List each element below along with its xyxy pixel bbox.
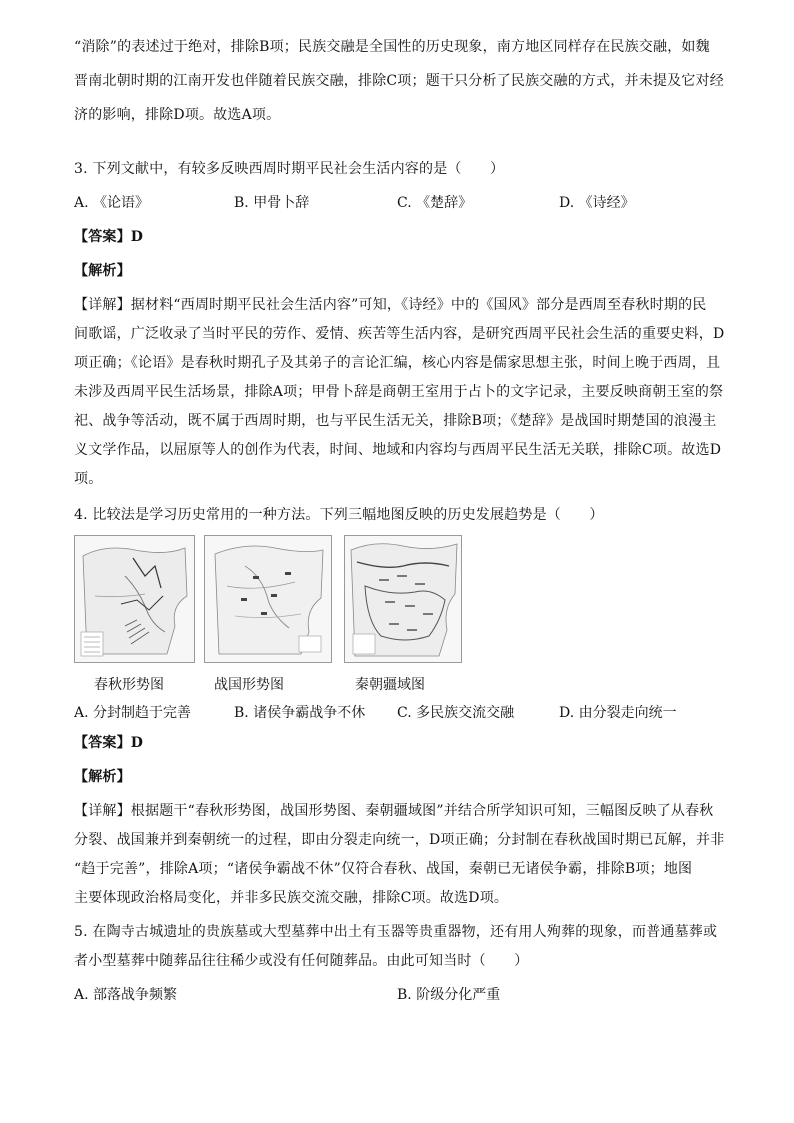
- detail-line: “趋于完善”，排除A项；“诸侯争霸战不休”仅符合春秋、战国，秦朝已无诸侯争霸，排除B项；地图: [74, 861, 693, 877]
- detail-line: 项正确；《论语》是春秋时期孔子及其弟子的言论汇编，核心内容是儒家思想主张，时间上晚于西周，且: [74, 355, 721, 371]
- detail-line: 【详解】根据题干“春秋形势图，战国形势图、秦朝疆域图”并结合所学知识可知，三幅图反映了从春秋: [74, 803, 714, 819]
- map-qin: [344, 535, 462, 663]
- text-line: “消除”的表述过于绝对，排除B项；民族交融是全国性的历史现象，南方地区同样存在民族交融，如魏: [74, 39, 710, 55]
- text-line: 济的影响，排除D项。故选A项。: [74, 107, 281, 123]
- answer-label: 【答案】D: [74, 735, 144, 751]
- question-4-options: [74, 704, 724, 722]
- detail-line: 未涉及西周平民生活场景，排除A项；甲骨卜辞是商朝王室用于占卜的文字记录，主要反映商朝王室的祭: [74, 384, 724, 400]
- option-c: C. 多民族交流交融: [397, 705, 515, 721]
- question-5-stem: 者小型墓葬中随葬品往往稀少或没有任何随葬品。由此可知当时（ ）: [74, 953, 529, 969]
- question-3-stem: 3. 下列文献中，有较多反映西周时期平民社会生活内容的是（ ）: [74, 161, 505, 177]
- map-caption: 秦朝疆域图: [355, 677, 425, 693]
- option-d: D. 《诗经》: [559, 195, 635, 211]
- question-3-options: [74, 194, 724, 212]
- detail-line: 分裂、战国兼并到秦朝统一的过程，即由分裂走向统一，D项正确；分封制在春秋战国时期已瓦解，并非: [74, 832, 725, 848]
- option-a: A. 部落战争频繁: [74, 987, 178, 1003]
- question-5-options: [74, 986, 724, 1004]
- map-chunqiu: [74, 535, 195, 663]
- answer-label: 【答案】D: [74, 229, 144, 245]
- option-a: A. 分封制趋于完善: [74, 705, 192, 721]
- map-chunqiu-graphic: [75, 536, 194, 662]
- option-b: B. 阶级分化严重: [397, 987, 501, 1003]
- option-b: B. 诸侯争霸战争不休: [234, 705, 366, 721]
- map-caption: 战国形势图: [214, 677, 284, 693]
- option-a: A. 《论语》: [74, 195, 150, 211]
- question-4-stem: 4. 比较法是学习历史常用的一种方法。下列三幅地图反映的历史发展趋势是（ ）: [74, 507, 604, 523]
- option-d: D. 由分裂走向统一: [559, 705, 677, 721]
- option-c: C. 《楚辞》: [397, 195, 473, 211]
- map-zhanguo-graphic: [205, 536, 331, 662]
- detail-line: 【详解】据材料“西周时期平民社会生活内容”可知，《诗经》中的《国风》部分是西周至春秋时期的民: [74, 297, 707, 313]
- question-5-stem: 5. 在陶寺古城遗址的贵族墓或大型墓葬中出土有玉器等贵重器物，还有用人殉葬的现象，而普通墓葬或: [74, 924, 718, 940]
- detail-line: 间歌谣，广泛收录了当时平民的劳作、爱情、疾苦等生活内容，是研究西周平民社会生活的重要史料，D: [74, 326, 725, 342]
- detail-line: 义文学作品，以屈原等人的创作为代表，时间、地域和内容均与西周平民生活无关联，排除C项。故选D: [74, 442, 722, 458]
- detail-line: 祀、战争等活动，既不属于西周时期，也与平民生活无关，排除B项；《楚辞》是战国时期楚国的浪漫主: [74, 413, 717, 429]
- text-line: 晋南北朝时期的江南开发也伴随着民族交融，排除C项；题干只分析了民族交融的方式，并未提及它对经: [74, 73, 724, 89]
- option-b: B. 甲骨卜辞: [234, 195, 310, 211]
- detail-line: 项。: [74, 471, 103, 487]
- detail-line: 主要体现政治格局变化，并非多民族交流交融，排除C项。故选D项。: [74, 890, 509, 906]
- analysis-label: 【解析】: [74, 263, 131, 279]
- map-zhanguo: [204, 535, 332, 663]
- map-caption: 春秋形势图: [94, 677, 164, 693]
- analysis-label: 【解析】: [74, 769, 131, 785]
- map-qin-graphic: [345, 536, 461, 662]
